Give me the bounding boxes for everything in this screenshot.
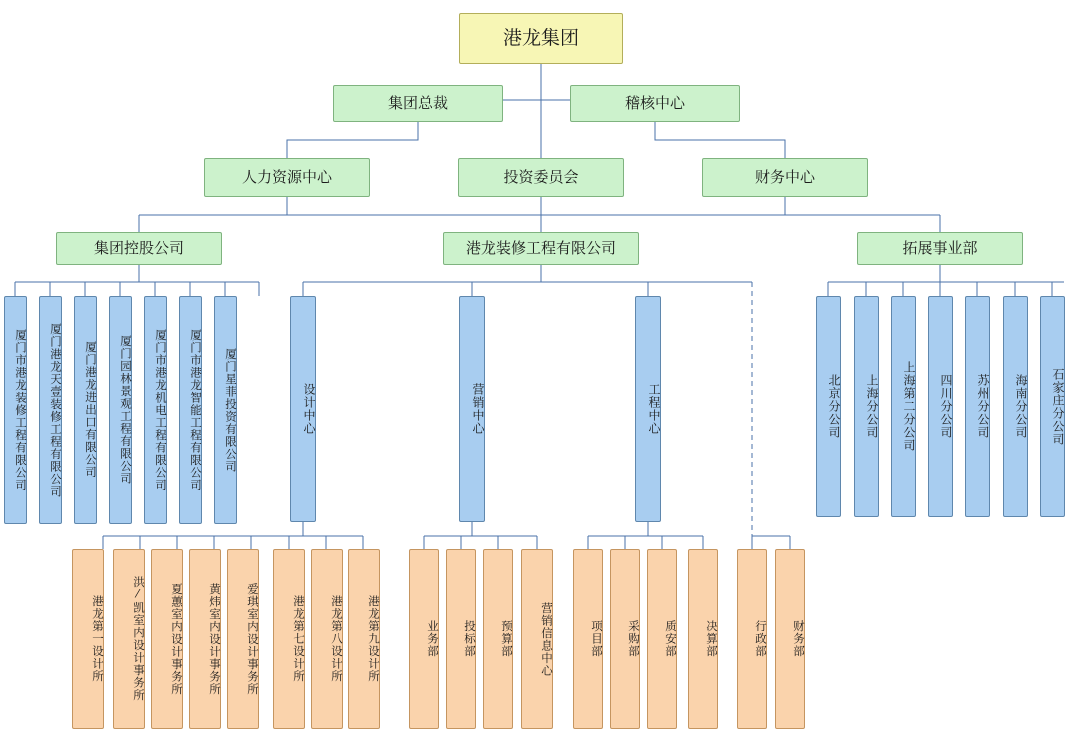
node-label: 项目部 — [590, 620, 602, 658]
node-subsidiary[interactable] — [179, 296, 202, 524]
node-decoration-company[interactable] — [443, 232, 639, 265]
node-engineering-center[interactable] — [635, 296, 661, 522]
node-branch[interactable] — [891, 296, 916, 517]
node-label: 苏州分公司 — [976, 374, 990, 439]
node-label: 石家庄分公司 — [1051, 367, 1065, 446]
node-subsidiary[interactable] — [4, 296, 27, 524]
node-label: 工程中心 — [647, 383, 661, 435]
node-branch[interactable] — [854, 296, 879, 517]
node-label: 夏蕙室内设计事务所 — [170, 582, 182, 696]
node-label: 洪⁄凯室内设计事务所 — [132, 576, 144, 702]
node-design-studio[interactable] — [189, 549, 221, 729]
node-label: 港龙第八设计所 — [330, 595, 342, 683]
node-label: 厦门港龙进出口有限公司 — [84, 341, 96, 479]
node-label: 稽核中心 — [624, 94, 685, 112]
node-branch[interactable] — [965, 296, 990, 517]
node-label: 业务部 — [426, 620, 438, 658]
node-design-center[interactable] — [290, 296, 316, 522]
node-label: 拓展事业部 — [902, 239, 978, 257]
node-engineering-dept[interactable] — [573, 549, 603, 729]
node-label: 上海第二分公司 — [902, 361, 916, 452]
node-label: 四川分公司 — [939, 374, 953, 439]
node-label: 厦门星菲投资有限公司 — [224, 347, 236, 473]
node-marketing-dept[interactable] — [409, 549, 439, 729]
node-design-studio[interactable] — [273, 549, 305, 729]
node-hr-center[interactable] — [204, 158, 370, 197]
node-audit-center[interactable] — [570, 85, 740, 122]
node-marketing-center[interactable] — [459, 296, 485, 522]
node-label: 上海分公司 — [865, 374, 879, 439]
node-design-studio[interactable] — [311, 549, 343, 729]
node-design-studio[interactable] — [348, 549, 380, 729]
node-label: 投资委员会 — [503, 168, 579, 186]
node-subsidiary[interactable] — [39, 296, 62, 524]
node-label: 营销中心 — [471, 383, 485, 435]
node-subsidiary[interactable] — [144, 296, 167, 524]
node-engineering-dept[interactable] — [688, 549, 718, 729]
node-admin-dept[interactable] — [737, 549, 767, 729]
node-label: 人力资源中心 — [241, 168, 332, 186]
node-marketing-dept[interactable] — [483, 549, 513, 729]
node-label: 厦门园林景观工程有限公司 — [119, 335, 131, 485]
node-label: 投标部 — [463, 620, 475, 658]
node-root[interactable] — [459, 13, 623, 64]
node-label: 财务中心 — [754, 168, 815, 186]
node-holding-company[interactable] — [56, 232, 222, 265]
node-engineering-dept[interactable] — [647, 549, 677, 729]
node-label: 厦门市港龙智能工程有限公司 — [189, 328, 201, 492]
node-label: 厦门港龙天壹装修工程有限公司 — [49, 322, 61, 498]
node-design-studio[interactable] — [227, 549, 259, 729]
node-label: 港龙第九设计所 — [367, 595, 379, 683]
node-label: 质安部 — [664, 620, 676, 658]
node-marketing-dept[interactable] — [446, 549, 476, 729]
node-label: 设计中心 — [302, 383, 316, 435]
node-subsidiary[interactable] — [109, 296, 132, 524]
node-design-studio[interactable] — [113, 549, 145, 729]
node-label: 集团总裁 — [387, 94, 448, 112]
node-label: 港龙装修工程有限公司 — [465, 239, 616, 257]
node-label: 集团控股公司 — [93, 239, 184, 257]
node-finance-center[interactable] — [702, 158, 868, 197]
node-engineering-dept[interactable] — [610, 549, 640, 729]
node-admin-dept[interactable] — [775, 549, 805, 729]
node-subsidiary[interactable] — [74, 296, 97, 524]
node-label: 决算部 — [705, 620, 717, 658]
node-branch[interactable] — [928, 296, 953, 517]
node-design-studio[interactable] — [72, 549, 104, 729]
node-group-president[interactable] — [333, 85, 503, 122]
node-label: 北京分公司 — [827, 374, 841, 439]
node-expansion-division[interactable] — [857, 232, 1023, 265]
node-label: 厦门市港龙装修工程有限公司 — [14, 328, 26, 492]
node-label: 营销信息中心 — [540, 601, 552, 677]
node-branch[interactable] — [1003, 296, 1028, 517]
node-label: 采购部 — [627, 620, 639, 658]
node-investment-committee[interactable] — [458, 158, 624, 197]
node-design-studio[interactable] — [151, 549, 183, 729]
node-marketing-dept[interactable] — [521, 549, 553, 729]
node-branch[interactable] — [1040, 296, 1065, 517]
node-label: 预算部 — [500, 620, 512, 658]
node-label: 财务部 — [792, 620, 804, 658]
node-label: 港龙第七设计所 — [292, 595, 304, 683]
node-label: 爱琪室内设计事务所 — [246, 582, 258, 696]
node-label: 海南分公司 — [1014, 374, 1028, 439]
node-label: 港龙集团 — [502, 27, 579, 49]
node-label: 黄炜室内设计事务所 — [208, 582, 220, 696]
node-label: 港龙第一设计所 — [91, 595, 103, 683]
node-label: 行政部 — [754, 620, 766, 658]
node-branch[interactable] — [816, 296, 841, 517]
node-subsidiary[interactable] — [214, 296, 237, 524]
node-label: 厦门市港龙机电工程有限公司 — [154, 328, 166, 492]
